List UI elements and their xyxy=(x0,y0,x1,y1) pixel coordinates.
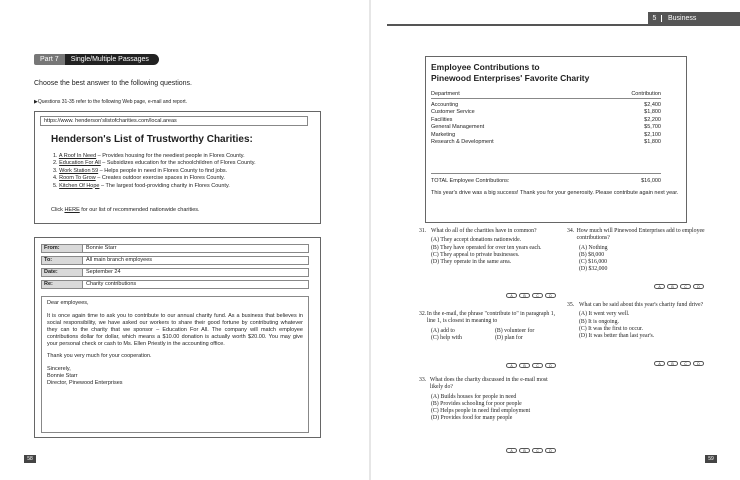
bubble-d[interactable]: D xyxy=(545,293,556,298)
email-date-row: Date: September 24 xyxy=(41,268,309,277)
bubble-d[interactable]: D xyxy=(545,363,556,368)
email-from-row: From: Bonnie Starr xyxy=(41,244,309,253)
answer-option[interactable]: (A) Builds houses for people in need xyxy=(431,393,517,400)
bubble-a[interactable]: A xyxy=(506,293,517,298)
url-bar: https://www. henderson'slistofcharities.com/local.areas xyxy=(40,116,308,126)
bubble-b[interactable]: B xyxy=(667,284,678,289)
question-reference-text: Questions 31-35 refer to the following Web page, e-mail and report. xyxy=(37,99,188,105)
answer-option[interactable]: (D) It was better than last year's. xyxy=(579,333,655,340)
answer-bubbles-33 xyxy=(506,448,556,453)
table-row: Customer Service $1,800 xyxy=(431,109,661,116)
table-row: Marketing $2,100 xyxy=(431,131,661,138)
email-to-row: To: All main branch employees xyxy=(41,256,309,265)
table-row: Research & Development $1,800 xyxy=(431,139,661,146)
question-33: 33. What does the charity discussed in the e-mail most likely do? (A) Builds houses for people in need (B) Provides schooling for poor people (C) Helps people in need find employment (D) Provides food for many people xyxy=(419,377,559,423)
click-here-text: Click HERE for our list of recommended nationwide charities. xyxy=(51,207,200,213)
bubble-b[interactable]: B xyxy=(519,293,530,298)
email-greeting: Dear employees, xyxy=(47,300,89,306)
charity-link[interactable]: Kitchen Of Hope xyxy=(59,182,100,189)
answer-bubbles-34 xyxy=(654,284,704,289)
question-31: 31. What do all of the charities have in common? (A) They accept donations nationwide. (B) They have operated for over ten years each. (C) They appeal to private businesses. (D) They operate in the same area. xyxy=(419,228,559,266)
answer-option[interactable]: (C) $16,000 xyxy=(579,259,608,266)
report-total: TOTAL Employee Contributions: $16,000 xyxy=(431,173,661,184)
answer-option[interactable]: (C) They appeal to private businesses. xyxy=(431,251,520,258)
answer-option[interactable]: (D) Provides food for many people xyxy=(431,415,513,422)
email-re-row: Re: Charity contributions xyxy=(41,280,309,289)
answer-option[interactable]: (A) It went very well. xyxy=(579,311,630,318)
question-32: 32. In the e-mail, the phrase "contribute to" in paragraph 1, line 1, is closest in meaning to (A) add to (B) volunteer for (C) help with (D) plan for xyxy=(419,311,559,342)
bubble-a[interactable]: A xyxy=(654,284,665,289)
table-row: General Management $5,700 xyxy=(431,124,661,131)
question-34: 34. How much will Pinewood Enterprises add to employee contributions? (A) Nothing (B) $8,000 (C) $16,000 (D) $32,000 xyxy=(567,228,707,274)
bubble-b[interactable]: B xyxy=(519,363,530,368)
email-body xyxy=(41,296,309,433)
answer-option[interactable]: (D) $32,000 xyxy=(579,266,608,273)
bubble-c[interactable]: C xyxy=(532,363,543,368)
table-row: Accounting $2,400 xyxy=(431,102,661,108)
bubble-d[interactable]: D xyxy=(693,361,704,366)
email-closing: Sincerely, xyxy=(47,366,71,373)
instructions: Choose the best answer to the following questions. xyxy=(34,80,192,87)
bubble-b[interactable]: B xyxy=(667,361,678,366)
answer-option[interactable]: (B) They have operated for over ten years each. xyxy=(431,244,542,251)
answer-option[interactable]: (D) plan for xyxy=(495,334,523,341)
answer-option[interactable]: (C) It was the first to occur. xyxy=(579,325,643,332)
list-item: 4. Room To Grow – Creates outdoor exercise spaces in Flores County. xyxy=(53,175,225,182)
table-row: Facilities $2,200 xyxy=(431,116,661,123)
bubble-d[interactable]: D xyxy=(693,284,704,289)
report-rows xyxy=(431,102,661,146)
list-item: 5. Kitchen Of Hope – The largest food-providing charity in Flores County. xyxy=(53,182,230,189)
webpage-title: Henderson's List of Trustworthy Charities: xyxy=(51,134,253,145)
list-item: 3. Work Station 59 – Helps people in need in Flores County to find jobs. xyxy=(53,167,228,174)
report-title: Employee Contributions to Pinewood Enterprises' Favorite Charity xyxy=(431,62,590,83)
answer-bubbles-32 xyxy=(506,363,556,368)
bubble-a[interactable]: A xyxy=(654,361,665,366)
charity-link[interactable]: Work Station 59 xyxy=(59,167,99,174)
question-35: 35. What can be said about this year's charity fund drive? (A) It went very well. (B) It is ongoing. (C) It was the first to occur. (D) It was better than last year's. xyxy=(567,302,707,340)
report-passage xyxy=(425,56,687,223)
answer-bubbles-35 xyxy=(654,361,704,366)
bubble-c[interactable]: C xyxy=(680,284,691,289)
bubble-d[interactable]: D xyxy=(545,448,556,453)
report-note: This year's drive was a big success! Thank you for your generosity. Please contribute again next year. xyxy=(431,190,679,196)
webpage-passage xyxy=(34,111,321,224)
bubble-c[interactable]: C xyxy=(532,293,543,298)
answer-option[interactable]: (B) volunteer for xyxy=(495,327,535,334)
answer-option[interactable]: (A) They accept donations nationwide. xyxy=(431,237,522,244)
answer-option[interactable]: (A) add to xyxy=(431,327,455,334)
left-page xyxy=(0,0,369,480)
section-tab xyxy=(648,12,740,24)
section-number: 5 xyxy=(648,15,662,22)
charity-link[interactable]: A Roof In Need xyxy=(58,153,97,159)
answer-option[interactable]: (A) Nothing xyxy=(579,244,608,251)
question-reference xyxy=(34,99,187,105)
answer-option[interactable]: (C) help with xyxy=(431,334,462,341)
list-item: 1. A Roof In Need – Provides housing for the neediest people in Flores County. xyxy=(53,153,245,159)
charity-link[interactable]: Room To Grow xyxy=(59,175,96,182)
answer-option[interactable]: (C) Helps people in need find employment xyxy=(431,408,531,415)
here-link[interactable]: HERE xyxy=(64,207,80,213)
part-label: Part 7 xyxy=(34,54,65,65)
answer-option[interactable]: (B) $8,000 xyxy=(579,251,605,258)
answer-option[interactable]: (B) It is ongoing. xyxy=(579,318,619,325)
page-number-left: 58 xyxy=(24,455,36,463)
section-name: Business xyxy=(668,14,697,22)
answer-option[interactable]: (D) They operate in the same area. xyxy=(431,259,512,266)
header-rule xyxy=(387,24,740,26)
right-page xyxy=(371,0,740,480)
answer-option[interactable]: (B) Provides schooling for poor people xyxy=(431,400,522,407)
report-header: Department Contribution xyxy=(431,91,661,97)
part-title: Single/Multiple Passages xyxy=(65,54,159,65)
bubble-c[interactable]: C xyxy=(532,448,543,453)
charity-list xyxy=(53,153,256,190)
bubble-c[interactable]: C xyxy=(680,361,691,366)
email-thanks: Thank you very much for your cooperation. xyxy=(47,353,152,360)
part-tab xyxy=(34,54,159,65)
triangle-icon: ▶ xyxy=(34,99,38,105)
page-number-right: 59 xyxy=(705,455,717,463)
bubble-a[interactable]: A xyxy=(506,448,517,453)
bubble-a[interactable]: A xyxy=(506,363,517,368)
email-signer-role: Director, Pinewood Enterprises xyxy=(47,380,123,387)
email-signer: Bonnie Starr xyxy=(47,373,78,380)
answer-bubbles-31 xyxy=(506,293,556,298)
email-paragraph: It is once again time to ask you to contribute to our annual charity fund. As a business that believes in social responsibility, we have asked our workers to share their good fortune by contributing whatever they can to the charity that we sponsor – Education For All. The company will match employee contributions dollar for dollar, which means a $10.00 donation is actually worth $20.00. You may give your personal check or cash to Ms. Ellen Priestly in the accounting office. xyxy=(47,312,303,347)
list-item: 2. Education For All – Subsidizes education for the schoolchildren of Flores County. xyxy=(53,160,256,167)
email-passage xyxy=(34,237,321,438)
bubble-b[interactable]: B xyxy=(519,448,530,453)
charity-link[interactable]: Education For All xyxy=(59,160,101,167)
